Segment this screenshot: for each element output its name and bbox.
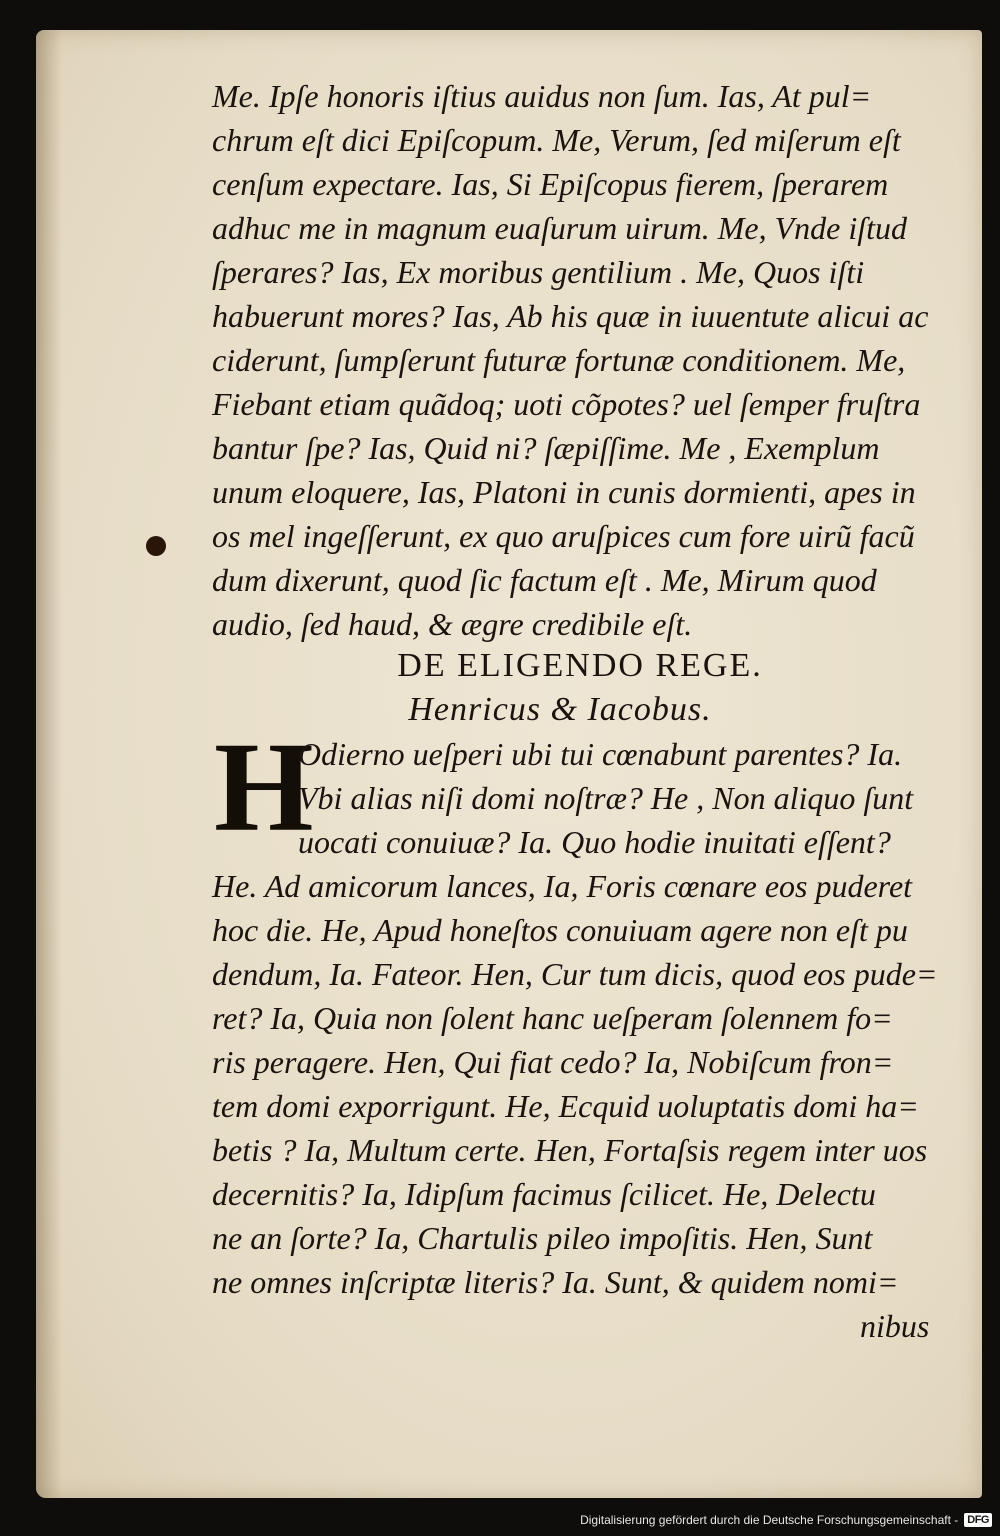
digitization-credit <box>580 1508 992 1532</box>
text-line: audio, ſed haud, & ægre credibile eſt. <box>212 606 693 642</box>
text-line: ris peragere. Hen, Qui fiat cedo? Ia, Nobiſcum fron= <box>212 1044 894 1080</box>
text-line: unum eloquere, Ias, Platoni in cunis dormienti, apes in <box>212 474 916 510</box>
text-line: ne an ſorte? Ia, Chartulis pileo impoſitis. Hen, Sunt <box>212 1220 873 1256</box>
text-line: He. Ad amicorum lances, Ia, Foris cœnare eos puderet <box>212 868 913 904</box>
ink-spot <box>146 536 166 556</box>
dfg-logo: DFG <box>964 1513 992 1527</box>
text-line: habuerunt mores? Ias, Ab his quæ in iuuentute alicui ac <box>212 298 929 334</box>
text-line: ret? Ia, Quia non ſolent hanc ueſperam ſolennem fo= <box>212 1000 893 1036</box>
credit-text: Digitalisierung gefördert durch die Deutsche Forschungsgemeinschaft - <box>580 1513 959 1527</box>
text-line-indented: uocati conuiuæ? Ia. Quo hodie inuitati eſſent? <box>298 824 891 860</box>
text-line: cenſum expectare. Ias, Si Epiſcopus fierem, ſperarem <box>212 166 889 202</box>
text-line: ciderunt, ſumpſerunt futuræ fortunæ conditionem. Me, <box>212 342 906 378</box>
text-line: bantur ſpe? Ias, Quid ni? ſæpiſſime. Me , Exemplum <box>212 430 880 466</box>
section-subheading: Henricus & Iacobus. <box>408 691 712 728</box>
text-line: Me. Ipſe honoris iſtius auidus non ſum. Ias, At pul= <box>212 78 872 114</box>
text-line: dum dixerunt, quod ſic factum eſt . Me, Mirum quod <box>212 562 877 598</box>
text-line-indented: Odierno ueſperi ubi tui cœnabunt parentes? Ia. <box>298 736 903 772</box>
text-line: tem domi exporrigunt. He, Ecquid uoluptatis domi ha= <box>212 1088 919 1124</box>
text-line: betis ? Ia, Multum certe. Hen, Fortaſsis regem inter uos <box>212 1132 928 1168</box>
text-line: ſperares? Ias, Ex moribus gentilium . Me, Quos iſti <box>212 254 865 290</box>
text-line: dendum, Ia. Fateor. Hen, Cur tum dicis, quod eos pude= <box>212 956 938 992</box>
page-gutter-shadow <box>36 30 62 1498</box>
text-line: hoc die. He, Apud honeſtos conuiuam agere non eſt pu <box>212 912 908 948</box>
catchword: nibus <box>860 1308 930 1344</box>
text-line: chrum eſt dici Epiſcopum. Me, Verum, ſed miſerum eſt <box>212 122 901 158</box>
text-line: ne omnes inſcriptæ literis? Ia. Sunt, & quidem nomi= <box>212 1264 899 1300</box>
text-line: decernitis? Ia, Idipſum facimus ſcilicet. He, Delectu <box>212 1176 876 1212</box>
text-line: Fiebant etiam quãdoq; uoti cõpotes? uel ſemper fruſtra <box>212 386 921 422</box>
text-line-indented: Vbi alias niſi domi noſtræ? He , Non aliquo ſunt <box>298 780 914 816</box>
text-line: adhuc me in magnum euaſurum uirum. Me, Vnde iſtud <box>212 210 908 246</box>
section-heading: DE ELIGENDO REGE. <box>397 647 763 684</box>
drop-capital: H <box>214 716 314 858</box>
text-line: os mel ingeſſerunt, ex quo aruſpices cum fore uirũ facũ <box>212 518 915 554</box>
